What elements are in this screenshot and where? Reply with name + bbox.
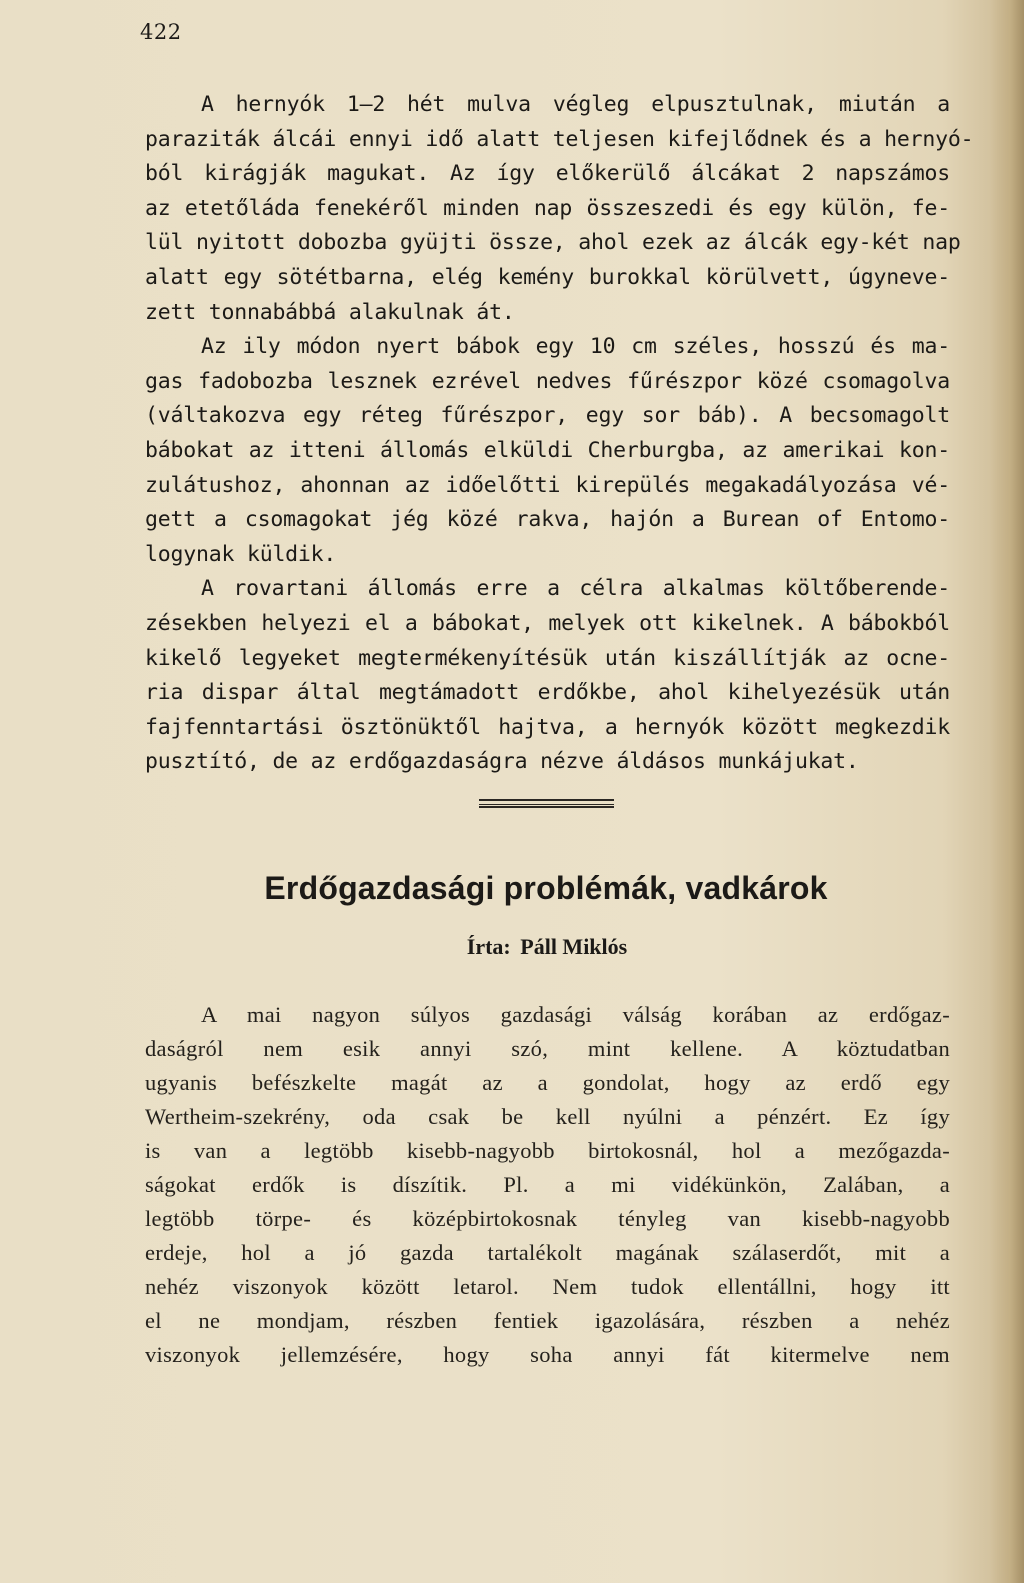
text-line: ságokat erdők is díszítik. Pl. a mi vidékünkön, Zalában, a — [145, 1172, 950, 1197]
text-line: ria dispar által megtámadott erdőkbe, ahol kihelyezésük után — [145, 680, 950, 706]
byline — [0, 934, 1024, 960]
text-line: gett a csomagokat jég közé rakva, hajón a Burean of Entomo- — [145, 507, 950, 533]
article-body-text — [145, 998, 950, 1372]
text-line: viszonyok jellemzésére, hogy soha annyi fát kitermelve nem — [145, 1342, 950, 1367]
article-title: Erdőgazdasági problémák, vadkárok — [264, 870, 828, 906]
text-line: kikelő legyeket megtermékenyítésük után kiszállítják az ocne- — [145, 645, 950, 671]
text-line: alatt egy sötétbarna, elég kemény burokkal körülvett, úgyneve- — [145, 264, 950, 290]
text-line: Az ily módon nyert bábok egy 10 cm széles, hosszú és ma- — [201, 334, 950, 360]
byline-prefix: Írta: — [466, 934, 511, 959]
page-edge-shadow — [990, 0, 1024, 1583]
section-1-text — [145, 88, 974, 780]
text-line: el ne mondjam, részben fentiek igazolására, részben a nehéz — [145, 1308, 950, 1333]
section-divider — [479, 799, 614, 808]
text-line: nehéz viszonyok között letarol. Nem tudok ellentállni, hogy itt — [145, 1274, 950, 1299]
text-line: Wertheim-szekrény, oda csak be kell nyúlni a pénzért. Ez így — [145, 1104, 950, 1129]
page-number: 422 — [140, 20, 182, 44]
text-line: logynak küldik. — [145, 541, 337, 567]
text-line: ból kirágják magukat. Az így előkerülő álcákat 2 napszámos — [145, 161, 950, 187]
text-line: fajfenntartási ösztönüktől hajtva, a hernyók között megkezdik — [145, 714, 950, 740]
text-line: zésekben helyezi el a bábokat, melyek ott kikelnek. A bábokból — [145, 610, 950, 636]
text-line: bábokat az itteni állomás elküldi Cherburgba, az amerikai kon- — [145, 437, 950, 463]
text-line: legtöbb törpe- és középbirtokosnak tényleg van kisebb-nagyobb — [145, 1206, 950, 1231]
text-line: zett tonnabábbá alakulnak át. — [145, 299, 515, 325]
text-line: is van a legtöbb kisebb-nagyobb birtokosnál, hol a mezőgazda- — [145, 1138, 950, 1163]
text-line: A rovartani állomás erre a célra alkalmas költőberende- — [201, 576, 950, 602]
text-line: lül nyitott dobozba gyüjti össze, ahol ezek az álcák egy-két nap — [145, 230, 961, 256]
text-line: ugyanis befészkelte magát az a gondolat, hogy az erdő egy — [145, 1070, 950, 1095]
text-line: A mai nagyon súlyos gazdasági válság korában az erdőgaz- — [201, 1002, 950, 1027]
author-name: Páll Miklós — [520, 934, 628, 959]
text-line: (váltakozva egy réteg fűrészpor, egy sor báb). A becsomagolt — [145, 403, 950, 429]
text-line: A hernyók 1—2 hét mulva végleg elpusztulnak, miután a — [201, 92, 950, 117]
text-line: az etetőláda fenekéről minden nap összeszedi és egy külön, fe- — [145, 195, 950, 221]
text-line: daságról nem esik annyi szó, mint kellene. A köztudatban — [145, 1036, 950, 1061]
text-line: paraziták álcái ennyi idő alatt teljesen kifejlődnek és a hernyó- — [145, 126, 974, 152]
text-line: pusztító, de az erdőgazdaságra nézve áldásos munkájukat. — [145, 749, 859, 775]
text-line: zulátushoz, ahonnan az időelőtti kirepülés megakadályozása vé- — [145, 472, 950, 498]
text-line: gas fadobozba lesznek ezrével nedves fűrészpor közé csomagolva — [145, 368, 950, 394]
text-line: erdeje, hol a jó gazda tartalékolt magának szálaserdőt, mit a — [145, 1240, 950, 1265]
